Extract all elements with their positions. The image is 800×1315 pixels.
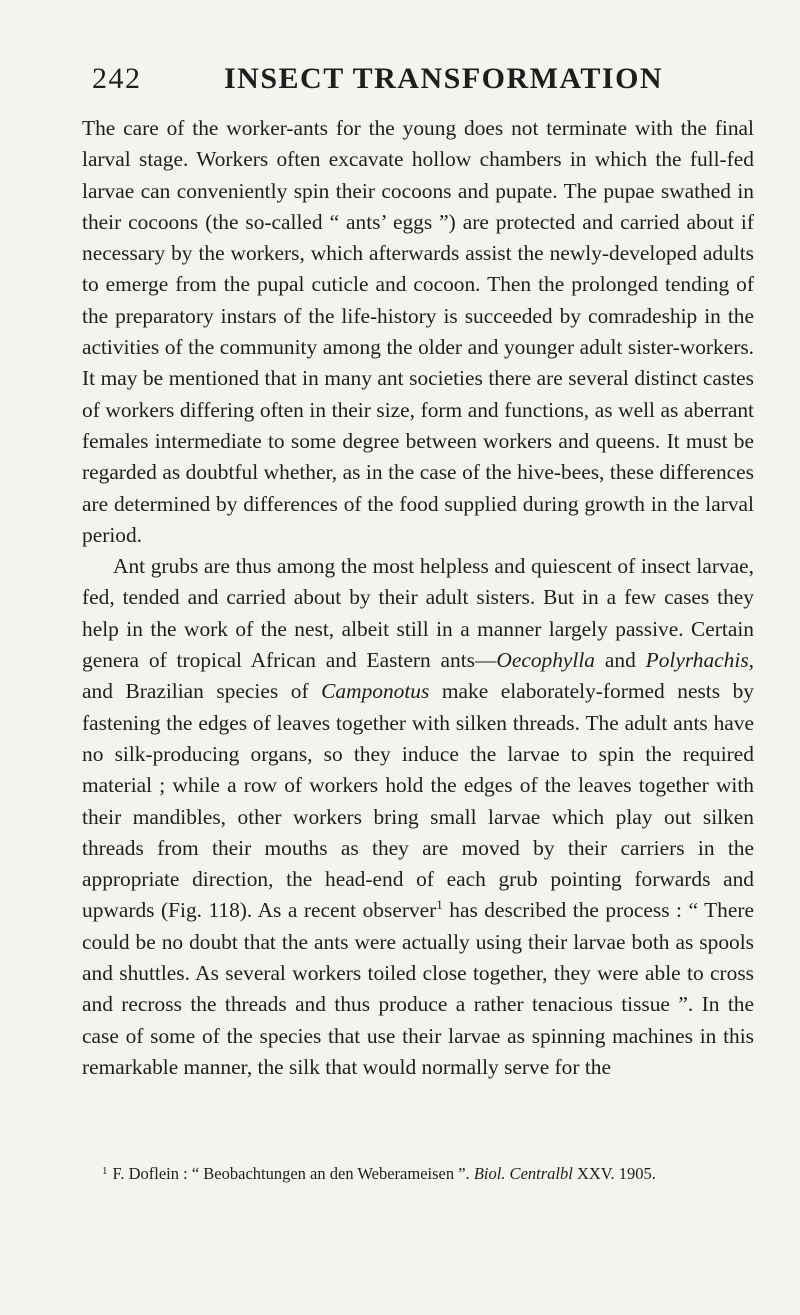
text-run: Ant grubs are thus among the most helpless and quiescent of insect larvae, fed, tended and carried about by their adult sisters. But in a few cases they help in the work of the nest, albeit still in a manner largely passive. Certain genera of tropical African and Eastern ants— bbox=[82, 554, 754, 673]
footnote bbox=[82, 1160, 754, 1185]
italic-term: Oecophylla bbox=[496, 648, 596, 673]
running-title: INSECT TRANSFORMATION bbox=[224, 62, 664, 95]
text-run: has described the process : “ There could be no doubt that the ants were actually using their larvae both as spools and shuttles. As several workers toiled close together, they were able to cross and recross the threads and thus produce a rather tenacious tissue ”. In the case of some of the species that use their larvae as spinning machines in this remarkable manner, the silk that would normally serve for the bbox=[82, 898, 754, 1079]
text-run: make elaborately-formed nests by fastening the edges of leaves together with silken threads. The adult ants have no silk-producing organs, so they induce the larvae to spin the required material ; while a row of workers hold the edges of the leaves together with their mandibles, other workers bring small larvae which play out silken threads from their mouths as they are moved by their carriers in the appropriate direction, the head-end of each grub pointing forwards and upwards (Fig. 118). As a recent observer bbox=[82, 679, 754, 923]
footnote-marker: 1 bbox=[102, 1165, 108, 1177]
body-text bbox=[82, 113, 754, 1083]
paragraph bbox=[82, 551, 754, 1083]
text-run: and bbox=[595, 648, 646, 673]
footnote-tail: XXV. 1905. bbox=[572, 1164, 656, 1183]
italic-term: Polyrhachis bbox=[645, 648, 749, 673]
paragraph bbox=[82, 113, 754, 551]
footnote-journal: Biol. Centralbl bbox=[473, 1164, 573, 1183]
italic-term: Camponotus bbox=[321, 679, 430, 704]
footnote-reference: 1 bbox=[436, 897, 443, 913]
text-run: , and Brazilian species of bbox=[82, 648, 754, 704]
text-run: The care of the worker-ants for the young does not terminate with the final larval stage. Workers often excavate hollow chambers in which the full-fed larvae can conveniently spin their cocoons and pupate. The pupae swathed in their cocoons (the so-called “ ants’ eggs ”) are protected and carried about if necessary by the workers, which afterwards assist the newly-developed adults to emerge from the pupal cuticle and cocoon. Then the prolonged tending of the preparatory instars of the life-history is succeeded by comradeship in the activities of the community among the older and younger adult sister-workers. It may be mentioned that in many ant societies there are several distinct castes of workers differing often in their size, form and functions, as well as aberrant females intermediate to some degree between workers and queens. It must be regarded as doubtful whether, as in the case of the hive-bees, these differences are determined by differences of the food supplied during growth in the larval period. bbox=[82, 116, 754, 547]
page-number: 242 bbox=[92, 62, 142, 95]
running-head bbox=[92, 62, 732, 96]
footnote-text: F. Doflein : “ Beobachtungen an den Weberameisen ”. bbox=[112, 1164, 474, 1183]
